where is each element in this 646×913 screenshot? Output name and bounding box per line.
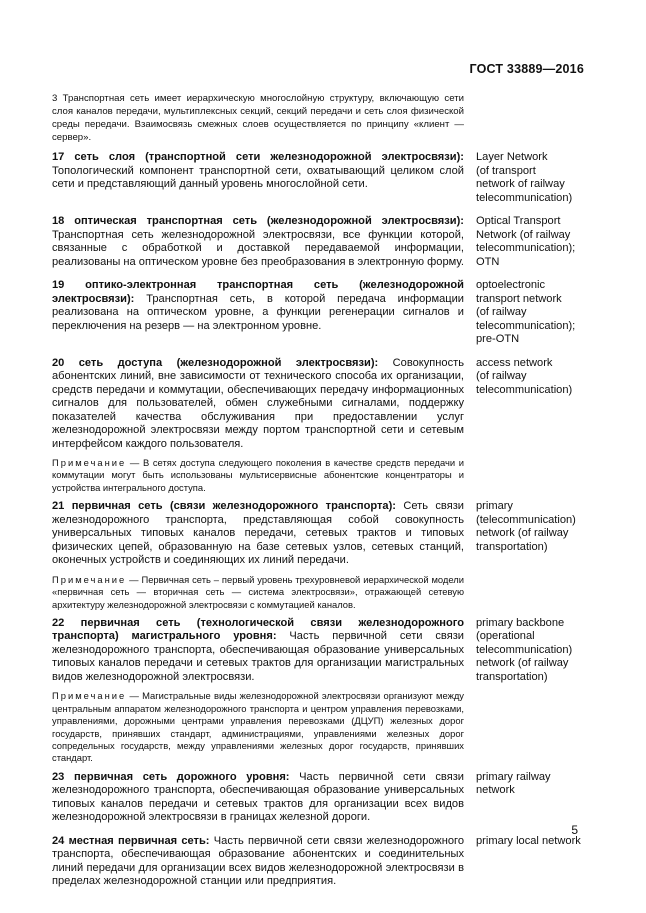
english-equivalent [476, 835, 586, 889]
entry-note [52, 690, 464, 764]
equivalent-line: (operational [476, 630, 535, 643]
document-code: ГОСТ 33889—2016 [469, 62, 584, 76]
english-equivalent [476, 617, 586, 685]
equivalent-line: Optical Transport [476, 215, 561, 227]
term-entry [52, 835, 586, 889]
english-equivalent [476, 279, 586, 347]
term-definition [52, 835, 464, 889]
definition-text: Транспортная сеть, в которой передача информации реализована на оптическом уровне, а функции регенерации сигналов и переключения на резерв — на электронном уровне. [52, 292, 464, 332]
equivalent-line: telecommunication) [476, 191, 573, 204]
equivalent-line: optoelectronic [476, 279, 546, 291]
english-equivalent [476, 151, 586, 205]
term-entry [52, 215, 586, 269]
equivalent-line: telecommunication) [476, 383, 573, 396]
equivalent-line: telecommunication) [476, 643, 573, 656]
term-definition [52, 215, 464, 269]
equivalent-line: transportation) [476, 540, 548, 553]
term-heading: 17 сеть слоя (транспортной сети железнодорожной электросвязи): [52, 151, 464, 163]
english-equivalent [476, 357, 586, 452]
equivalent-line: transportation) [476, 670, 548, 683]
equivalent-line: primary local network [476, 834, 581, 847]
equivalent-line: Network (of railway [476, 228, 571, 241]
page-number: 5 [571, 823, 578, 837]
term-entries [52, 151, 586, 889]
equivalent-line: transport network [476, 292, 562, 305]
term-entry [52, 500, 586, 568]
equivalent-line: network (of railway [476, 657, 569, 670]
equivalent-line: pre-OTN [476, 333, 520, 345]
equivalent-line: primary backbone [476, 616, 565, 629]
intro-note: 3 Транспортная сеть имеет иерархическую многослойную структуру, включающую сети слоя каналов передачи, мультиплексных секций, секций передачи и сеть слоя физической среды передачи. Взаимосвязь смежных слоев осуществляется по принципу «клиент — сервер». [52, 93, 464, 143]
equivalent-line: (of railway [476, 306, 527, 318]
term-heading: 23 первичная сеть дорожного уровня: [52, 770, 290, 783]
note-label: Примечание [52, 690, 127, 702]
term-definition [52, 771, 464, 825]
term-definition [52, 617, 464, 685]
equivalent-line: telecommunication); [476, 319, 576, 332]
note-text: — Первичная сеть – первый уровень трехуровневой иерархической модели «первичная сеть — вторичная сеть — система электросвязи», отражающей сетевую архитектуру железнодорожной электросвязи с коммутацией каналов. [52, 573, 464, 610]
english-equivalent [476, 500, 586, 568]
equivalent-line: network (of railway [476, 527, 569, 540]
term-heading: 20 сеть доступа (железнодорожной электросвязи): [52, 356, 379, 369]
equivalent-line: access network [476, 356, 553, 369]
note-label: Примечание [52, 573, 127, 585]
equivalent-line: primary railway [476, 770, 551, 783]
term-definition [52, 151, 464, 205]
definition-text: Транспортная сеть железнодорожной электросвязи, все функции которой, связанные с обработкой и доставкой передаваемой информации, реализованы на оптическом уровне без преобразования в электронную форму. [52, 228, 464, 268]
term-heading: 18 оптическая транспортная сеть (железнодорожной электросвязи): [52, 215, 464, 227]
term-entry [52, 771, 586, 825]
term-heading: 22 первичная сеть (технологической связи железнодорожного транспорта) магистрального уровня: [52, 616, 464, 643]
term-heading: 24 местная первичная сеть: [52, 834, 210, 847]
equivalent-line: (of transport [476, 164, 536, 177]
term-entry [52, 279, 586, 347]
entry-note [52, 574, 464, 611]
english-equivalent [476, 215, 586, 269]
equivalent-line: network [476, 784, 515, 797]
term-heading: 19 оптико-электронная транспортная сеть (железнодорожной электросвязи): [52, 279, 464, 305]
term-heading: 21 первичная сеть (связи железнодорожного транспорта): [52, 500, 396, 513]
note-text: — В сетях доступа следующего поколения в качестве средств передачи и коммутации могут быть использованы мультисервисные абонентские концентраторы и устройства интегрального доступа. [52, 457, 464, 493]
equivalent-line: (telecommunication) [476, 513, 576, 526]
english-equivalent [476, 771, 586, 825]
entry-note [52, 457, 464, 494]
definition-text: Часть первичной сети связи железнодорожного транспорта, обеспечивающая образование универсальных типовых каналов передачи и сетевых трактов для организации магистральных видов железнодорожной электросвязи. [52, 630, 464, 683]
equivalent-line: OTN [476, 255, 500, 268]
definition-text: Часть первичной сети связи железнодорожного транспорта, обеспечивающая образование абонентских и соединительных линий передачи для организации всех видов железнодорожной электросвязи в пределах железнодорожной станции или предприятия. [52, 834, 464, 888]
equivalent-line: network of railway [476, 178, 565, 190]
equivalent-line: telecommunication); [476, 242, 576, 254]
document-body [52, 92, 586, 899]
term-definition [52, 500, 464, 568]
equivalent-line: (of railway [476, 370, 527, 382]
term-definition [52, 279, 464, 347]
equivalent-line: Layer Network [476, 151, 548, 163]
note-text: — Магистральные виды железнодорожной электросвязи организуют между центральным аппаратом железнодорожного транспорта и центром управления перевозками, управлениями, дорожными центрами управления перевозками (ДЦУП) железных дорог государств, принявших стандарт, администрациями, управлениями железных дорог сопредельных государств, между управлениями железных дорог государств, принявших стандарт. [52, 690, 464, 764]
definition-text: Совокупность абонентских линий, вне зависимости от технического способа их организации, средств передачи и коммутации, обеспечивающих передачу информационных сигналов для пользователей, обмен служебными сигналами, поддержку показателей качества обслуживания при предоставлении услуг железнодорожной электросвязи между портом транспортной сети и сетевым интерфейсом каждого пользователя. [52, 356, 464, 450]
definition-text: Часть первичной сети связи железнодорожного транспорта, обеспечивающая образование универсальных типовых каналов передачи и сетевых трактов для организации всех видов железнодорожной электросвязи в границах железной дороги. [52, 770, 464, 824]
definition-text: Топологический компонент транспортной сети, охватывающий целиком слой сети и представляющий данный уровень многослойной сети. [52, 164, 464, 190]
term-definition [52, 357, 464, 452]
definition-text: Сеть связи железнодорожного транспорта, представляющая собой совокупность универсальных типовых каналов передачи, сетевых трактов и типовых физических цепей, образованную на базе сетевых узлов, сетевых станций, оконечных устройств и соединяющих их линий передачи. [52, 500, 464, 567]
term-entry [52, 151, 586, 205]
term-entry [52, 617, 586, 685]
note-label: Примечание [52, 457, 127, 468]
equivalent-line: primary [476, 500, 513, 513]
term-entry [52, 357, 586, 452]
